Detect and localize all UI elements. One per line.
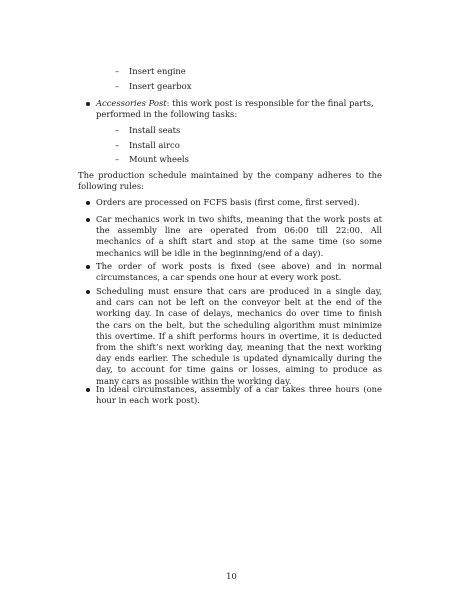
bullet-icon [86, 265, 90, 269]
post-name: Accessories Post [96, 98, 167, 108]
bullet-icon [86, 102, 90, 106]
rule-item: In ideal circumstances, assembly of a car takes three hours (one hour in each work post). [96, 384, 382, 406]
rule-item: Car mechanics work in two shifts, meaning that the work posts at the assembly line are operated from 06:00 till 22:00. All mechanics of a shift start and stop at the same time (so some mechanics will be idle in the beginning/end of a day). [96, 214, 382, 259]
accessories-task-list [115, 125, 189, 169]
bullet-icon [86, 218, 90, 222]
rule-item: The order of work posts is fixed (see above) and in normal circumstances, a car spends one hour at every work post. [96, 261, 382, 283]
bullet-icon [86, 388, 90, 392]
rule-item: Scheduling must ensure that cars are produced in a single day, and cars can not be left on the conveyor belt at the end of the working day. In case of delays, mechanics do over time to finish the cars on the belt, but the scheduling algorithm must minimize this overtime. If a shift performs hours in overtime, it is deducted from the shift’s next working day, meaning that the next working day ends earlier. The schedule is updated dynamically during the day, to account for time gains or losses, aiming to produce as many cars as possible within the working day. [96, 286, 382, 387]
list-item: – Install airco [115, 140, 189, 155]
list-item: – Install seats [115, 125, 189, 140]
list-item: – Insert gearbox [115, 81, 191, 96]
assembly-subtask-list [115, 66, 191, 95]
rule-item: Orders are processed on FCFS basis (first come, first served). [96, 197, 382, 208]
bullet-icon [86, 201, 90, 205]
page-number: 10 [226, 571, 237, 581]
accessories-post-item [96, 98, 382, 120]
bullet-icon [86, 290, 90, 294]
list-item: – Insert engine [115, 66, 191, 81]
post-description: : this work post is responsible for the final parts, performed in the following tasks: [96, 98, 374, 120]
list-item: – Mount wheels [115, 154, 189, 169]
schedule-intro-paragraph: The production schedule maintained by the company adheres to the following rules: [78, 170, 382, 192]
